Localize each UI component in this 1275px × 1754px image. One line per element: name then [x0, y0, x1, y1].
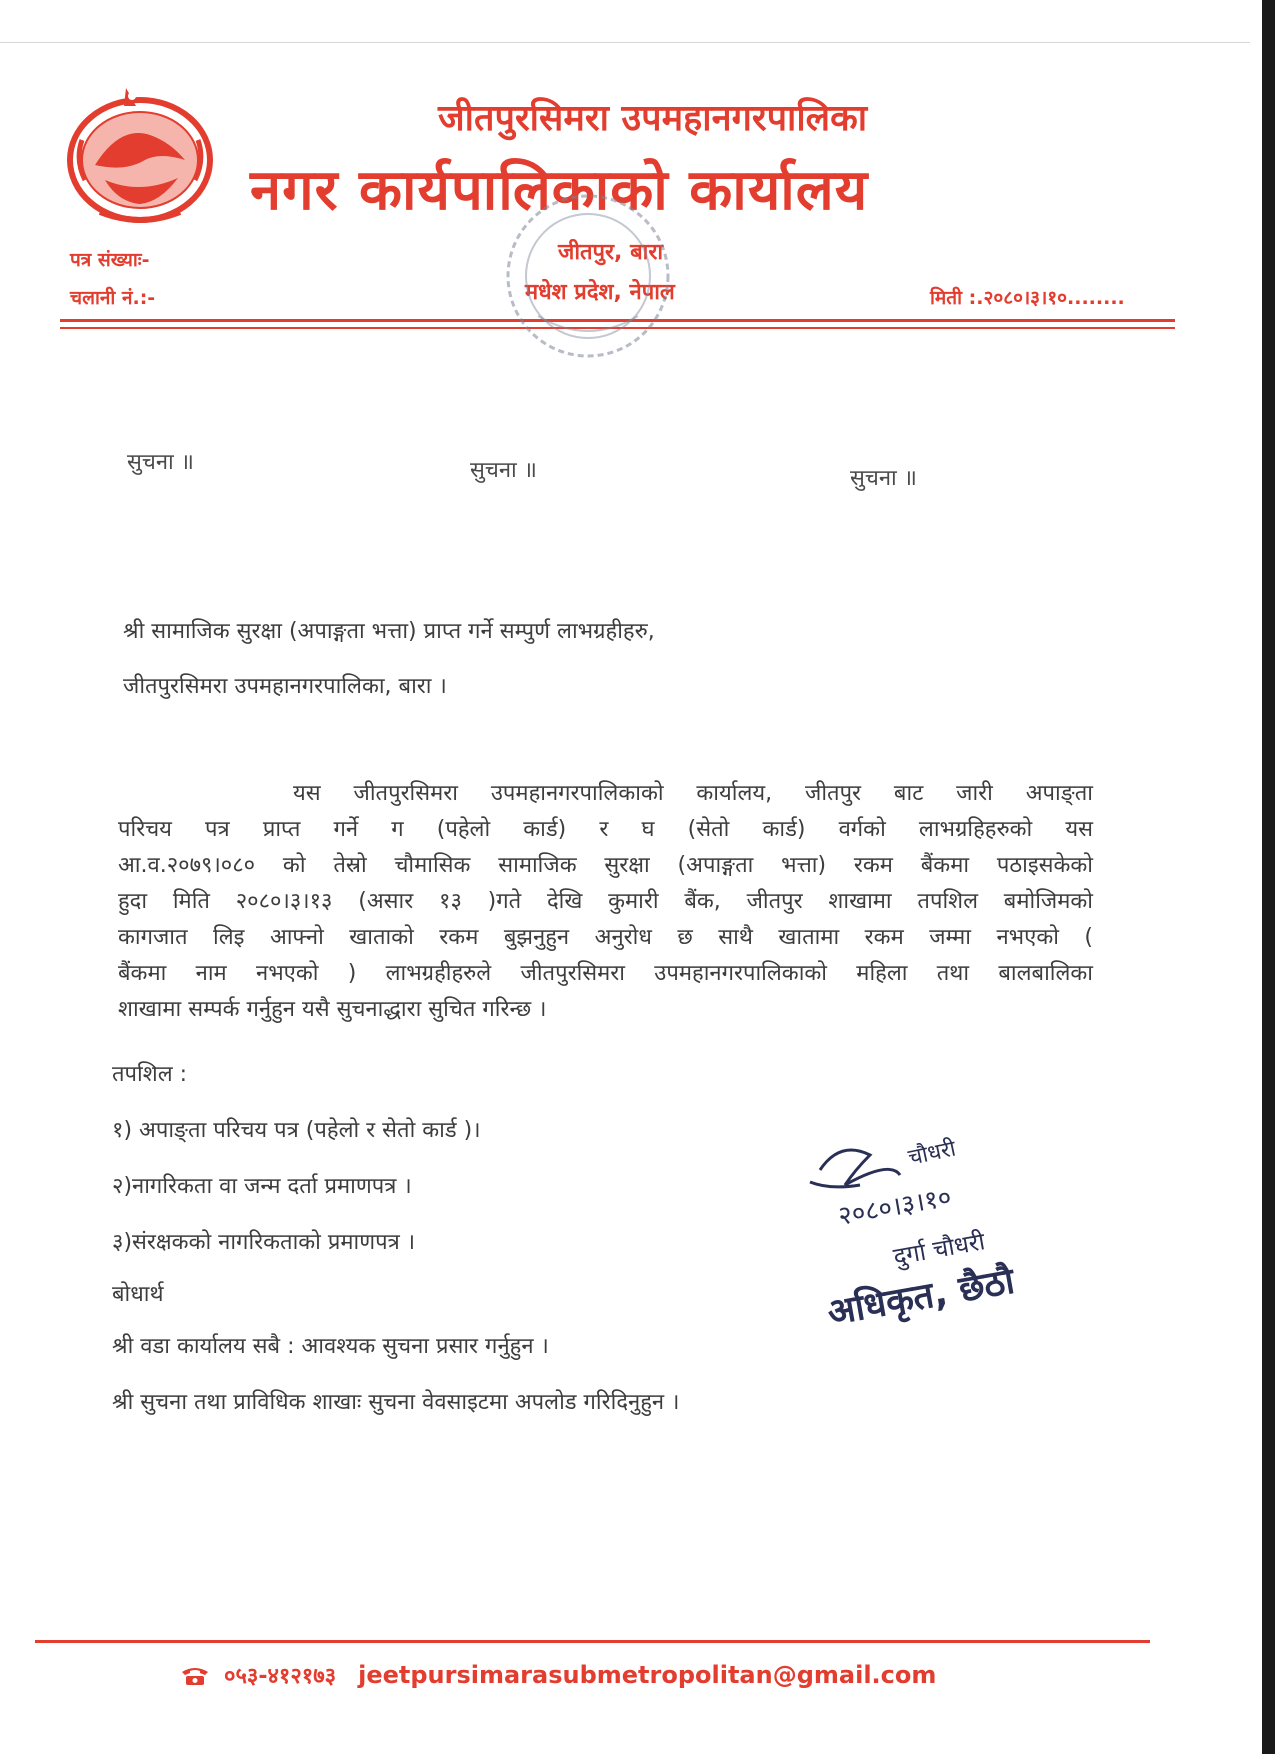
footer-phone: ०५३-४१२१७३: [224, 1664, 337, 1689]
cc-item: श्री सुचना तथा प्राविधिक शाखाः सुचना वेवसाइटमा अपलोड गरिदिनुहुन ।: [112, 1390, 680, 1415]
body-line: कागजात लिइ आफ्नो खाताको रकम बुझनुहुन अनुरोध छ साथै खातामा रकम जम्मा नभएको (: [118, 925, 1093, 950]
details-item: २)नागरिकता वा जन्म दर्ता प्रमाणपत्र ।: [112, 1174, 412, 1199]
details-item: ३)संरक्षकको नागरिकताको प्रमाणपत्र ।: [112, 1230, 416, 1255]
notice-heading-left: सुचना ॥: [127, 450, 194, 475]
cc-item: श्री वडा कार्यालय सबै : आवश्यक सुचना प्रसार गर्नुहुन ।: [112, 1334, 549, 1359]
details-heading: तपशिल :: [112, 1062, 188, 1087]
office-name: नगर कार्यपालिकाको कार्यालय: [250, 158, 869, 223]
letter-date: मिती :.२०८०।३।१०........: [930, 287, 1125, 309]
addressee-location: जीतपुरसिमरा उपमहानगरपालिका, बारा ।: [123, 674, 447, 699]
scan-top-edge: [0, 42, 1250, 43]
details-item: १) अपाङ्ता परिचय पत्र (पहेलो र सेतो कार्ड )।: [112, 1118, 481, 1143]
letter-number-label: पत्र संख्याः-: [70, 249, 150, 271]
signature-date: २०८०।३।१०: [836, 1182, 954, 1232]
scan-right-edge: [1262, 0, 1275, 1754]
municipality-name: जीतपुरसिमरा उपमहानगरपालिका: [437, 98, 868, 139]
address-city: जीतपुर, बारा: [558, 240, 664, 265]
addressee-line: श्री सामाजिक सुरक्षा (अपाङ्गता भत्ता) प्राप्त गर्ने सम्पुर्ण लाभग्रहीहरु,: [123, 619, 655, 644]
body-line: बैंकमा नाम नभएको ) लाभग्रहीहरुले जीतपुरसिमरा उपमहानगरपालिकाको महिला तथा बालबालिका: [118, 961, 1093, 986]
body-line: यस जीतपुरसिमरा उपमहानगरपालिकाको कार्यालय, जीतपुर बाट जारी अपाङ्ता: [293, 781, 1093, 806]
address-province: मधेश प्रदेश, नेपाल: [525, 280, 675, 305]
footer-email-link[interactable]: jeetpursimarasubmetropolitan@gmail.com: [358, 1661, 937, 1689]
body-line: आ.व.२०७९।०८० को तेस्रो चौमासिक सामाजिक सुरक्षा (अपाङ्गता भत्ता) रकम बैंकमा पठाइसकेको: [118, 853, 1093, 878]
cc-heading: बोधार्थ: [112, 1282, 164, 1307]
dispatch-number-label: चलानी नं.:-: [70, 287, 156, 309]
notice-heading-center: सुचना ॥: [470, 458, 537, 483]
body-line: परिचय पत्र प्राप्त गर्ने ग (पहेलो कार्ड) र घ (सेतो कार्ड) वर्गको लाभग्रहिहरुको यस: [118, 817, 1093, 842]
body-line: हुदा मिति २०८०।३।१३ (असार १३ )गते देखि कुमारी बैंक, जीतपुर शाखामा तपशिल बमोजिमको: [118, 889, 1093, 914]
footer-rule: [35, 1640, 1150, 1643]
signature-name: दुर्गा चौधरी: [891, 1227, 987, 1271]
body-line: शाखामा सम्पर्क गर्नुहुन यसै सुचनाद्धारा सुचित गरिन्छ ।: [118, 997, 547, 1022]
signature-title: अधिकृत, छैठौ: [824, 1260, 1018, 1334]
notice-body: [118, 776, 1093, 1028]
telephone-icon: [180, 1666, 210, 1686]
office-stamp-icon: [498, 186, 678, 366]
svg-text:चौधरी: चौधरी: [906, 1136, 959, 1171]
footer-contact: [180, 1660, 936, 1690]
signature-block: [800, 1130, 1090, 1360]
notice-heading-right: सुचना ॥: [850, 466, 917, 491]
